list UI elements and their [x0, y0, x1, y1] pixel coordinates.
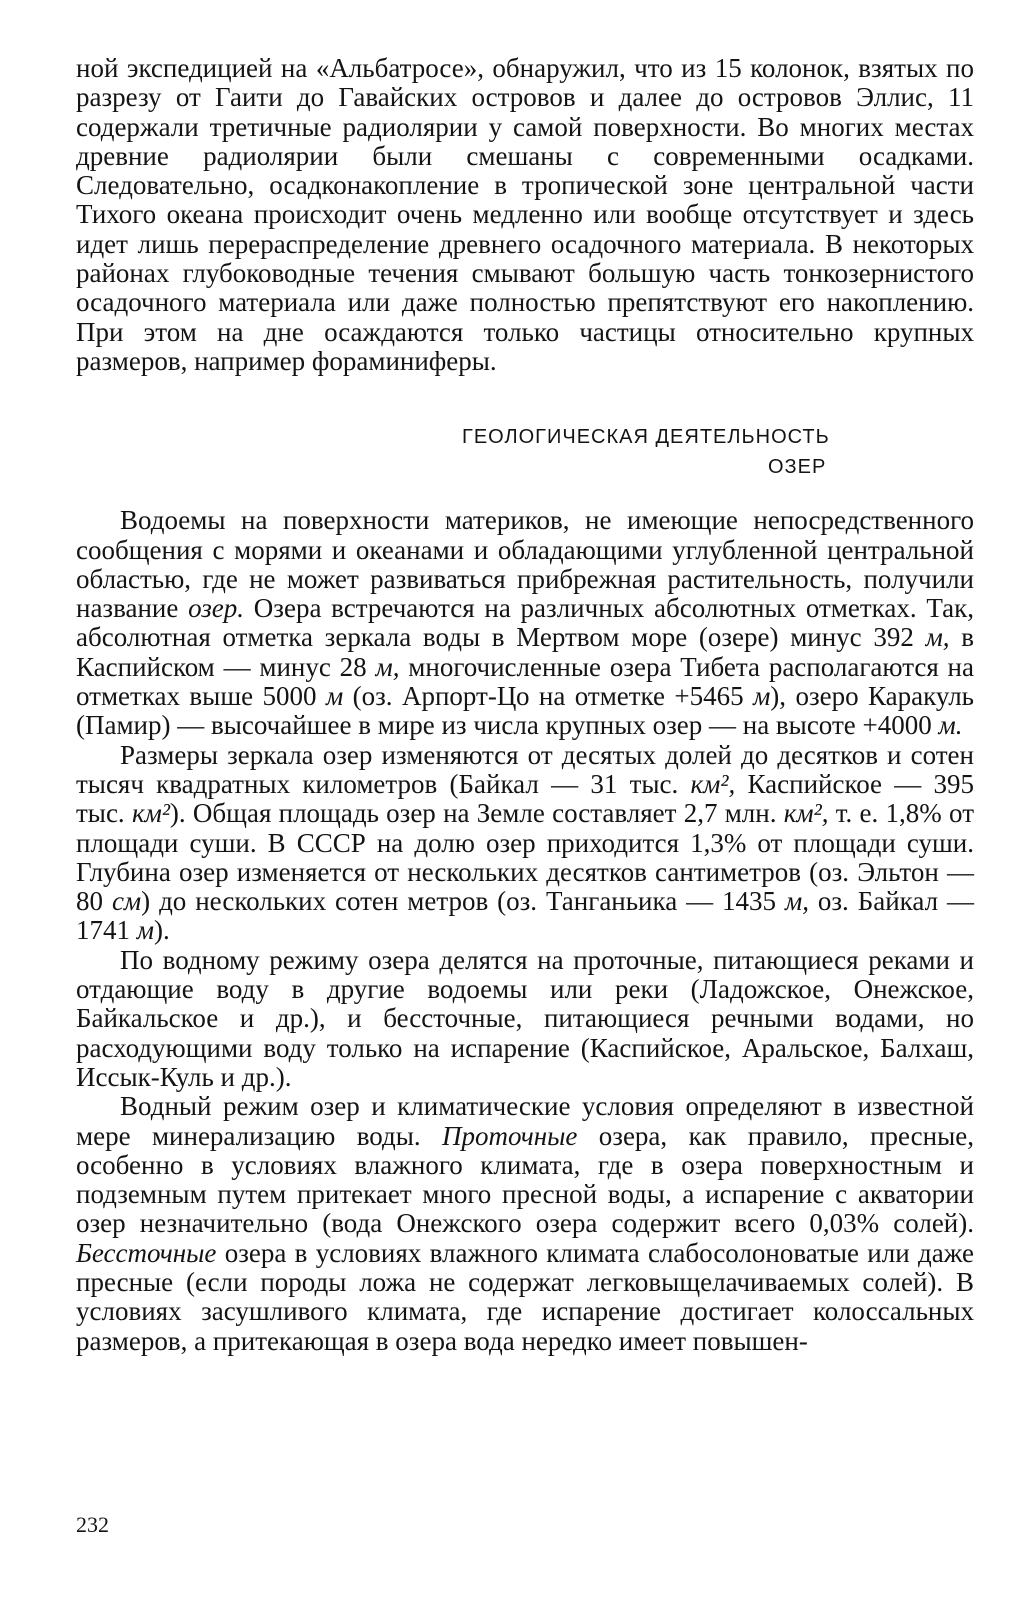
unit-italic: см: [111, 886, 142, 917]
text-run: ).: [153, 915, 170, 946]
text-run: озера, как правило, пресные, особенно в условиях влажного климата, где в озера поверхностным и подземным путем притекает много пресной воды, а испарение с акватории озер незначительно (вода Онежского озера содержит всего 0,03% солей).: [76, 1120, 974, 1239]
paragraph-lake-sizes: [76, 741, 974, 946]
text-run: многочисленные озера Тибета располагаются на отметках выше 5000: [76, 651, 974, 712]
text-run: По водному режиму озера делятся на проточные, питающиеся реками и отдающие воду в другие водоемы или реки (Ладожское, Онежское, Байкальское и др.), и бессточные, питающиеся речными водами, но расходующими воду только на испарение (Каспийское, Аральское, Балхаш, Иссык-Куль и др.).: [76, 944, 974, 1092]
text-run: ), озеро Каракуль (Памир) — высочайшее в мире из числа крупных озер — на высоте +4000: [76, 681, 974, 741]
paragraph-mineralization: [76, 1092, 974, 1356]
unit-italic: км²,: [690, 768, 736, 799]
intro-paragraph: [76, 54, 974, 376]
unit-italic: м,: [784, 886, 809, 917]
section-heading-line2: ОЗЕР: [768, 456, 827, 479]
unit-italic: м,: [925, 622, 950, 653]
text-run: т. е. 1,8% от площади суши. В СССР на долю озер приходится 1,3% от площади суши. Глубина озер изменяется от нескольких десятков сантиметров (оз. Эльтон — 80: [76, 798, 974, 917]
text-run: озера в условиях влажного климата слабосолоноватые или даже пресные (если породы ложа не содержат легковыщелачиваемых солей). В условиях засушливого климата, где испарение достигает колоссальных размеров, а притекающая в озера вода нередко имеет повышен-: [76, 1237, 974, 1356]
text-run: Водоемы на поверхности материков, не имеющие непосредственного сообщения с морями и океанами и обладающими углубленной центральной областью, где не может развиваться прибрежная растительность, получили название: [76, 505, 974, 624]
unit-italic: км²,: [783, 798, 829, 829]
text-run: Каспийское — 395 тыс.: [76, 768, 974, 829]
unit-italic: м: [136, 915, 154, 946]
page-number: 232: [76, 1512, 109, 1537]
text-run: Озера встречаются на различных абсолютных отметках. Так, абсолютная отметка зеркала воды в Мертвом море (озере) минус 392: [76, 593, 975, 653]
page-body: [76, 54, 974, 1356]
text-run: ) до нескольких сотен метров (оз. Танганьика — 1435: [141, 886, 785, 917]
unit-italic: м,: [375, 651, 400, 682]
text-run: оз. Байкал — 1741: [76, 886, 975, 946]
unit-italic: м.: [938, 710, 963, 741]
term-italic: Бессточные: [76, 1237, 217, 1268]
text-run: Размеры зеркала озер изменяются от десятых долей до десятков и сотен тысяч квадратных километров (Байкал — 31 тыс.: [76, 739, 974, 799]
unit-italic: км²: [131, 798, 170, 829]
text-run: ). Общая площадь озер на Земле составляет 2,7 млн.: [169, 798, 784, 829]
paragraph-lakes-definition: [76, 506, 974, 740]
paragraph-water-regime: [76, 946, 974, 1092]
text-run: (оз. Арпорт-Цо на отметке +5465: [343, 681, 754, 712]
text-run: Водный режим озер и климатические условия определяют в известной мере минерализацию воды.: [76, 1091, 974, 1151]
unit-italic: м: [753, 681, 771, 712]
section-heading: [76, 422, 974, 482]
unit-italic: м: [325, 681, 344, 712]
term-italic: озер.: [188, 593, 245, 624]
intro-paragraph-text: ной экспедицией на «Альбатросе», обнаружил, что из 15 колонок, взятых по разрезу от Гаити до Гавайских островов и далее до островов Эллис, 11 содержали третичные радиолярии у самой поверхности. Во многих местах древние радиолярии были смешаны с современными осадками. Следовательно, осадконакопление в тропической зоне центральной части Тихого океана происходит очень медленно или вообще отсутствует и здесь идет лишь перераспределение древнего осадочного материала. В некоторых районах глубоководные течения смывают большую часть тонкозернистого осадочного материала или даже полностью препятствуют его накоплению. При этом на дне осаждаются только частицы относительно крупных размеров, например фораминиферы.: [76, 53, 974, 376]
term-italic: Проточные: [442, 1120, 578, 1151]
text-run: в Каспийском — минус 28: [76, 622, 974, 682]
section-heading-line1: ГЕОЛОГИЧЕСКАЯ ДЕЯТЕЛЬНОСТЬ: [462, 426, 830, 449]
